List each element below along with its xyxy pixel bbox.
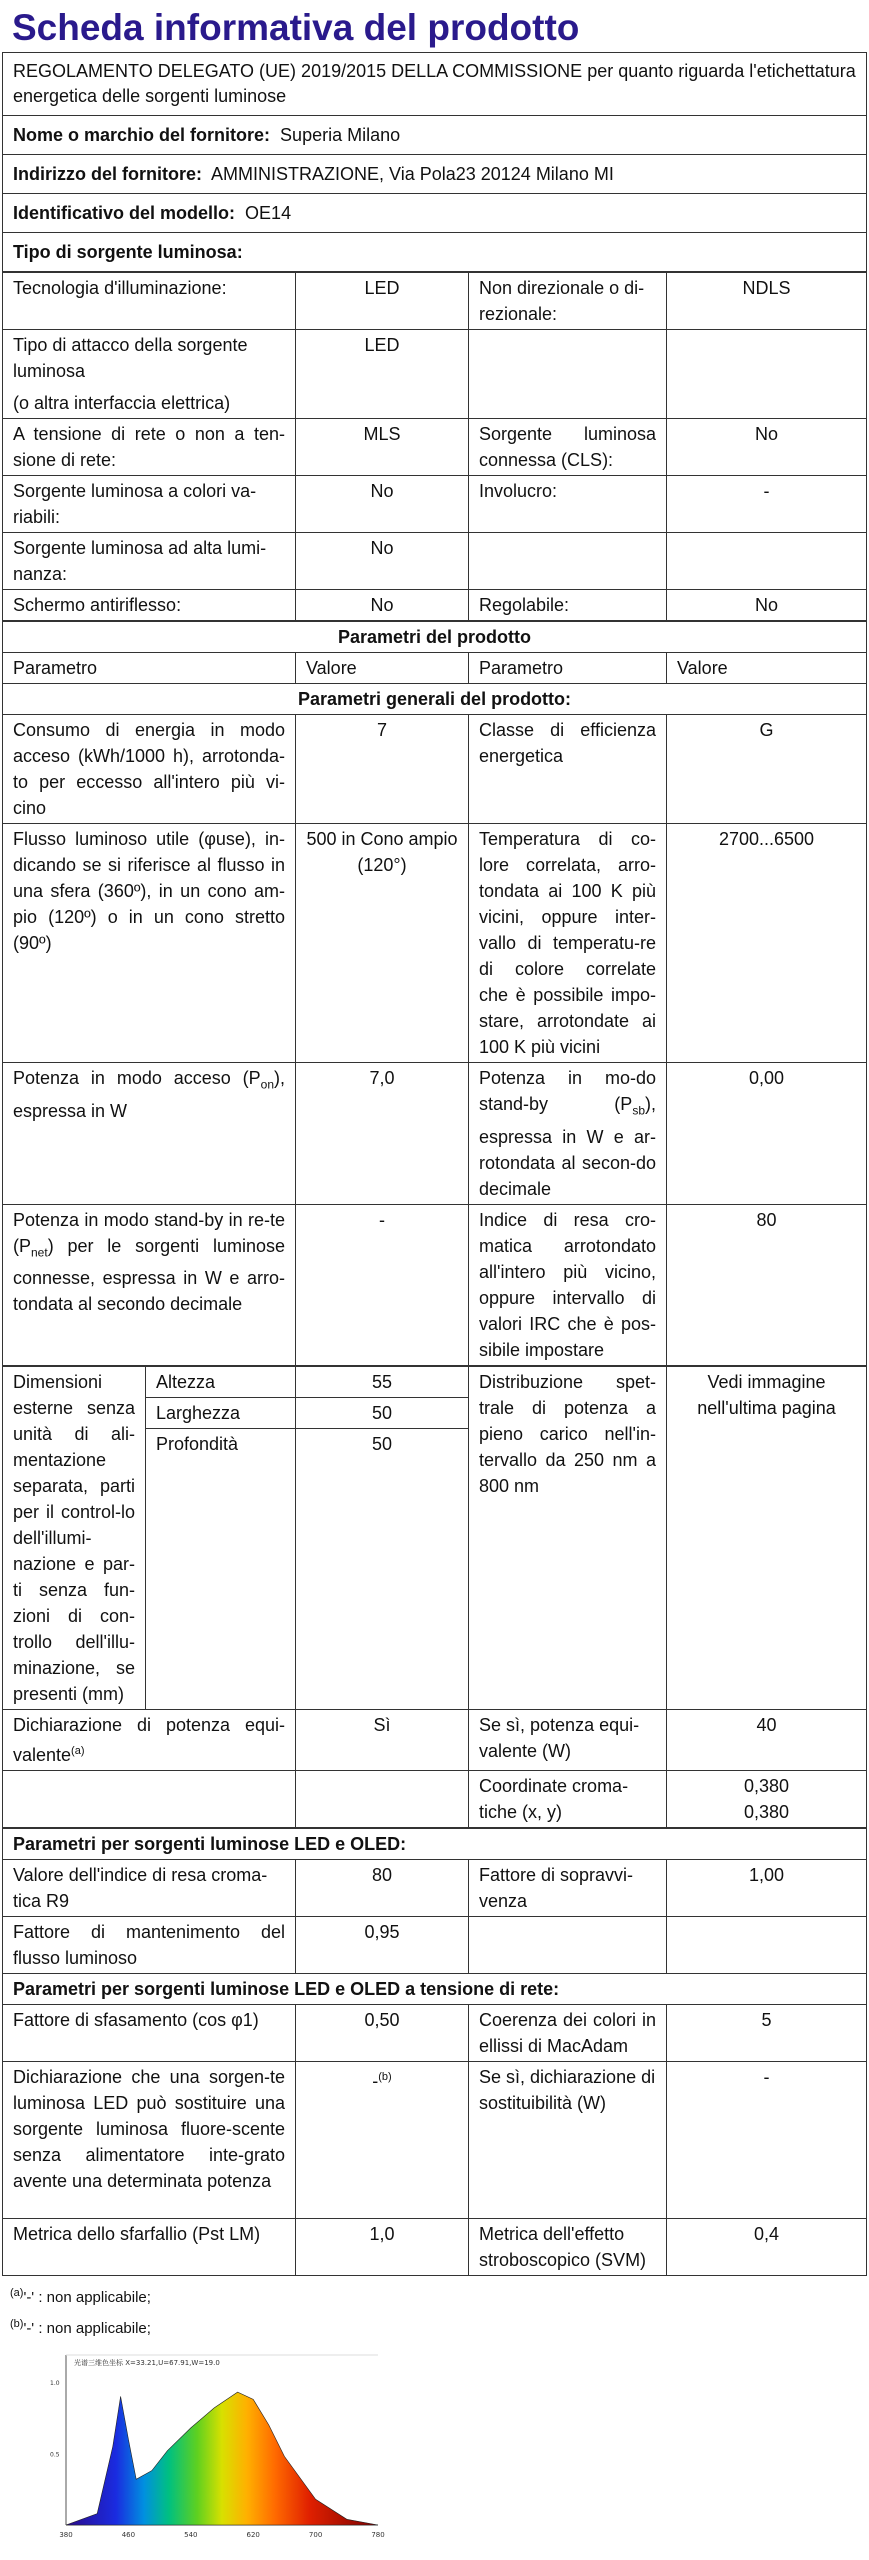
pon-label-a: Potenza in modo acceso (P xyxy=(13,1068,261,1088)
spectral-distribution-chart xyxy=(44,2345,386,2545)
source-row-label xyxy=(3,330,296,419)
source-row-label: Schermo antiriflesso: xyxy=(3,590,296,621)
x-tick-label: 380 xyxy=(59,2531,73,2539)
source-row-label: Regolabile: xyxy=(469,590,667,621)
source-row-label: Sorgente luminosa a colori va-riabili: xyxy=(3,476,296,533)
replace-w-label: Se sì, dichiarazione di sostituibilità (W) xyxy=(469,2061,667,2218)
equiv-value: Sì xyxy=(296,1709,469,1770)
x-tick-label: 540 xyxy=(184,2531,198,2539)
flicker-label: Metrica dello sfarfallio (Pst LM) xyxy=(3,2218,296,2275)
regulation-text: REGOLAMENTO DELEGATO (UE) 2019/2015 DELLA COMMISSIONE per quanto riguarda l'etichettatura energetica delle sorgenti luminose xyxy=(3,53,867,116)
psb-label-b: ), espressa in W e ar-rotondata al secon-do decimale xyxy=(479,1094,656,1199)
x-tick-label: 620 xyxy=(246,2531,260,2539)
maint-label: Fattore di mantenimento del flusso luminoso xyxy=(3,1916,296,1973)
replace-label: Dichiarazione che una sorgen-te luminosa LED può sostituire una sorgente luminosa fluore-scente senza alimentatore inte-grato avente una determinata potenza xyxy=(3,2061,296,2218)
y-tick-label: 1.0 xyxy=(50,2380,60,2388)
psb-label-a: Potenza in mo-do stand-by (P xyxy=(479,1068,656,1114)
height-value: 55 xyxy=(296,1366,469,1397)
y-tick-label: 0.5 xyxy=(50,2451,60,2459)
energy-value: 7 xyxy=(296,715,469,824)
x-tick-label: 780 xyxy=(371,2531,385,2539)
source-row-value: No xyxy=(667,419,867,476)
product-sheet xyxy=(2,0,866,2342)
psb-sub: sb xyxy=(632,1103,645,1118)
supplier-address: AMMINISTRAZIONE, Via Pola23 20124 Milano MI xyxy=(211,164,614,184)
flux-value: 500 in Cono ampio (120°) xyxy=(296,824,469,1063)
footnotes xyxy=(2,2280,866,2342)
psb-value: 0,00 xyxy=(667,1063,867,1205)
header-table xyxy=(2,52,867,272)
equiv-label-text: Dichiarazione di potenza equi-valente xyxy=(13,1714,285,1765)
class-value: G xyxy=(667,715,867,824)
dims-label: Dimensioni esterne senza unità di ali-mentazione separata, parti per il control-lo dell'illumi-nazione e par-ti senza fun-zioni di con-trollo dell'illu-minazione, se presenti (mm) xyxy=(3,1366,146,1709)
footnote-text: '-' : non applicabile; xyxy=(23,2288,151,2306)
led-title: Parametri per sorgenti luminose LED e OLED: xyxy=(3,1828,867,1859)
chroma-y: 0,380 xyxy=(743,1801,790,1822)
source-type-table xyxy=(2,272,867,621)
source-row-label: Sorgente luminosa ad alta lumi-nanza: xyxy=(3,533,296,590)
empty-cell xyxy=(3,1770,296,1827)
source-row-label: Involucro: xyxy=(469,476,667,533)
supplier-name-label: Nome o marchio del fornitore: xyxy=(13,125,271,145)
replace-w-value: - xyxy=(667,2061,867,2218)
energy-label: Consumo di energia in modo acceso (kWh/1000 h), arrotonda-to per eccesso all'intero più vi-cino xyxy=(3,715,296,824)
source-row-label xyxy=(469,533,667,590)
empty-cell xyxy=(296,1770,469,1827)
strobe-label: Metrica dell'effetto stroboscopico (SVM) xyxy=(469,2218,667,2275)
col-value-header: Valore xyxy=(296,653,469,684)
pnet-value: - xyxy=(296,1204,469,1365)
cct-value: 2700...6500 xyxy=(667,824,867,1063)
mains-title: Parametri per sorgenti luminose LED e OLED a tensione di rete: xyxy=(3,1973,867,2004)
product-params-title: Parametri del prodotto xyxy=(3,622,867,653)
col-value-header: Valore xyxy=(667,653,867,684)
pon-label-b: ), espressa in W xyxy=(13,1068,285,1121)
equiv-w-value: 40 xyxy=(667,1709,867,1770)
model-id-row xyxy=(3,194,867,233)
spd-value: Vedi immagine nell'ultima pagina xyxy=(667,1366,867,1709)
source-row-value: LED xyxy=(296,273,469,330)
source-type-title: Tipo di sorgente luminosa: xyxy=(3,233,867,272)
source-row-value: No xyxy=(296,476,469,533)
survival-label: Fattore di sopravvi-venza xyxy=(469,1859,667,1916)
flicker-value: 1,0 xyxy=(296,2218,469,2275)
chart-title: 光谱三维色坐标 X=33.21,U=67.91,W=19.0 xyxy=(74,2359,220,2367)
r9-value: 80 xyxy=(296,1859,469,1916)
source-row-value xyxy=(667,330,867,419)
chroma-x: 0,380 xyxy=(743,1775,790,1796)
source-row-value: LED xyxy=(296,330,469,419)
page-title: Scheda informativa del prodotto xyxy=(12,7,580,48)
pon-label xyxy=(3,1063,296,1205)
footnote-text: '-' : non applicabile; xyxy=(23,2319,151,2337)
model-id: OE14 xyxy=(245,203,292,223)
footnote-a xyxy=(10,2280,866,2311)
height-label: Altezza xyxy=(146,1366,296,1397)
source-row-value: - xyxy=(667,476,867,533)
survival-value: 1,00 xyxy=(667,1859,867,1916)
chroma-label: Coordinate croma-tiche (x, y) xyxy=(469,1770,667,1827)
pnet-label-a: Potenza in modo stand-by in re-te (P xyxy=(13,1209,285,1256)
pnet-label xyxy=(3,1204,296,1365)
width-value: 50 xyxy=(296,1397,469,1428)
attach-type-label: Tipo di attacco della sorgente luminosa xyxy=(13,335,248,381)
source-row-label xyxy=(469,330,667,419)
maint-value: 0,95 xyxy=(296,1916,469,1973)
source-row-value: No xyxy=(296,533,469,590)
source-row-label: Non direzionale o di-rezionale: xyxy=(469,273,667,330)
equiv-w-label: Se sì, potenza equi-valente (W) xyxy=(469,1709,667,1770)
source-row-value: NDLS xyxy=(667,273,867,330)
empty-cell xyxy=(667,1916,867,1973)
replace-value xyxy=(296,2061,469,2218)
chroma-value xyxy=(667,1770,867,1827)
supplier-address-row xyxy=(3,155,867,194)
footnote-mark: (b) xyxy=(10,2317,24,2330)
source-row-label: A tensione di rete o non a ten-sione di rete: xyxy=(3,419,296,476)
params-header-table xyxy=(2,621,867,1366)
x-tick-label: 700 xyxy=(308,2531,323,2539)
width-label: Larghezza xyxy=(146,1397,296,1428)
cct-label: Temperatura di co-lore correlata, arro-tondata ai 100 K più vicini, oppure inter-vallo di temperatu-re di colore correlate che è possibile impo-stare, arrotondate ai 100 K più vicini xyxy=(469,824,667,1063)
supplier-name: Superia Milano xyxy=(280,125,401,145)
source-row-label: Tecnologia d'illuminazione: xyxy=(3,273,296,330)
class-label: Classe di efficienza energetica xyxy=(469,715,667,824)
macadam-value: 5 xyxy=(667,2004,867,2061)
cos-value: 0,50 xyxy=(296,2004,469,2061)
equiv-sup: (a) xyxy=(71,1744,85,1757)
equiv-label xyxy=(3,1709,296,1770)
source-row-value: No xyxy=(667,590,867,621)
model-id-label: Identificativo del modello: xyxy=(13,203,236,223)
flux-label: Flusso luminoso utile (φuse), in-dicando se si riferisce al flusso in una sfera (360º), in un cono am-pio (120º) o in un cono stretto (90º) xyxy=(3,824,296,1063)
pnet-sub: net xyxy=(31,1245,48,1260)
empty-cell xyxy=(469,1916,667,1973)
pnet-label-b: ) per le sorgenti luminose connesse, espressa in W e arro-tondata al secondo decimale xyxy=(13,1235,285,1315)
pon-sub: on xyxy=(260,1077,274,1092)
depth-value: 50 xyxy=(296,1428,469,1709)
source-row-value xyxy=(667,533,867,590)
psb-label xyxy=(469,1063,667,1205)
dimensions-table xyxy=(2,1366,867,1828)
supplier-address-label: Indirizzo del fornitore: xyxy=(13,164,202,184)
strobe-value: 0,4 xyxy=(667,2218,867,2275)
attach-type-sublabel: (o altra interfaccia elettrica) xyxy=(13,393,231,413)
footnote-b xyxy=(10,2311,866,2342)
source-row-label: Sorgente luminosa connessa (CLS): xyxy=(469,419,667,476)
col-param-header: Parametro xyxy=(469,653,667,684)
footnote-mark: (a) xyxy=(10,2286,24,2299)
col-param-header: Parametro xyxy=(3,653,296,684)
replace-sup: (b) xyxy=(378,2070,392,2083)
spd-label: Distribuzione spet-trale di potenza a pieno carico nell'in-tervallo da 250 nm a 800 nm xyxy=(469,1366,667,1709)
macadam-label: Coerenza dei colori in ellissi di MacAdam xyxy=(469,2004,667,2061)
led-table xyxy=(2,1828,867,2276)
source-row-value: No xyxy=(296,590,469,621)
source-row-value: MLS xyxy=(296,419,469,476)
supplier-name-row xyxy=(3,116,867,155)
replace-value-text: - xyxy=(372,2070,379,2091)
pon-value: 7,0 xyxy=(296,1063,469,1205)
x-tick-label: 460 xyxy=(121,2531,136,2539)
cos-label: Fattore di sfasamento (cos φ1) xyxy=(3,2004,296,2061)
cri-value: 80 xyxy=(667,1204,867,1365)
depth-label: Profondità xyxy=(146,1428,296,1709)
general-params-title: Parametri generali del prodotto: xyxy=(3,684,867,715)
r9-label: Valore dell'indice di resa croma-tica R9 xyxy=(3,1859,296,1916)
cri-label: Indice di resa cro-matica arrotondato all'intero più vicino, oppure intervallo di valori IRC che è pos-sibile impostare xyxy=(469,1204,667,1365)
